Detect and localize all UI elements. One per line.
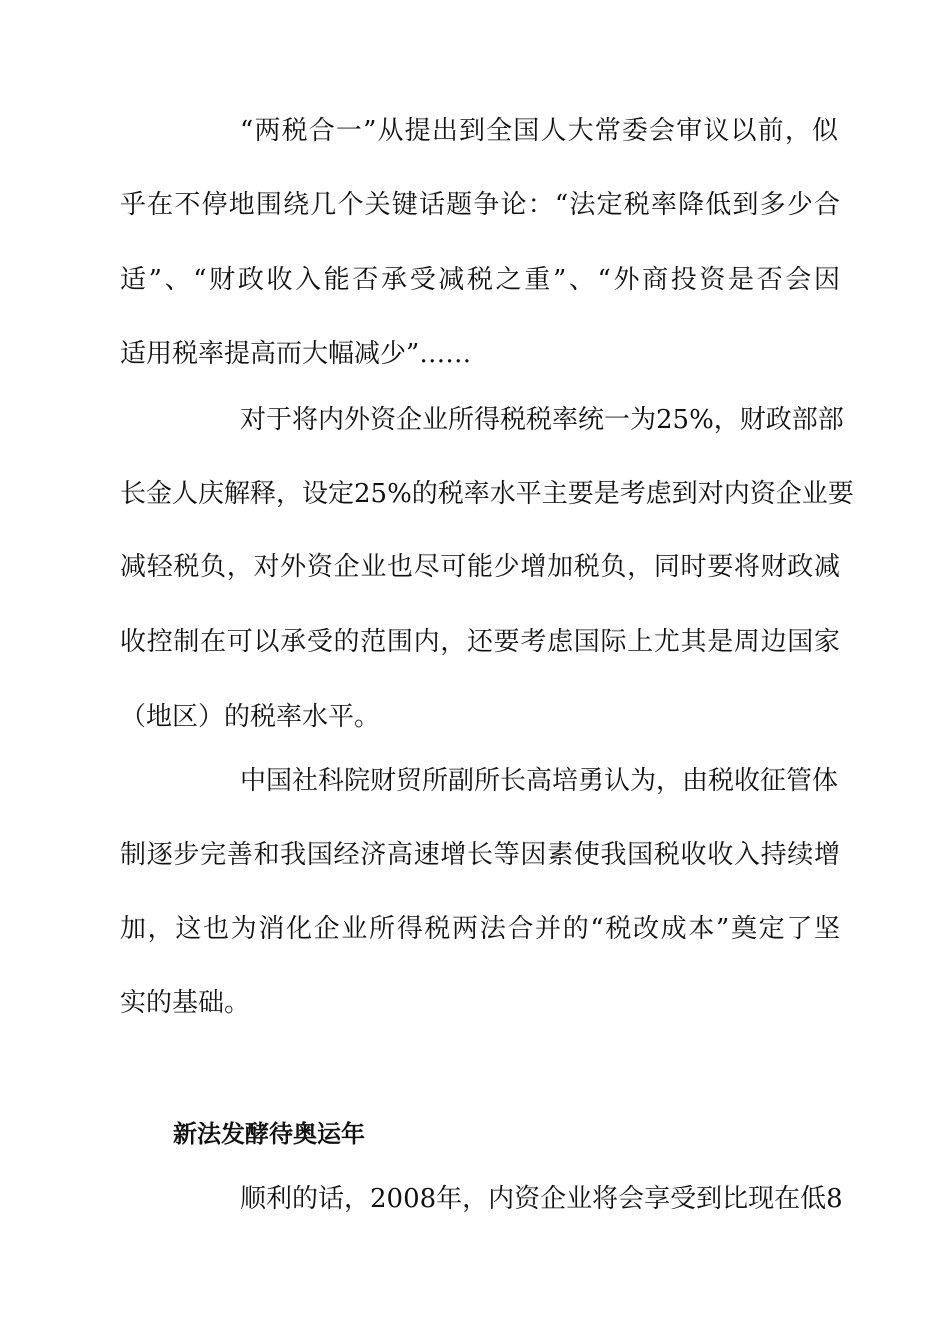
paragraph-3-line-2: 制逐步完善和我国经济高速增长等因素使我国税收收入持续增 <box>120 840 840 870</box>
paragraph-2-line-5: （地区）的税率水平。 <box>120 702 381 732</box>
paragraph-1-line-4: 适用税率提高而大幅减少”…… <box>120 339 472 369</box>
paragraph-3-line-1: 中国社科院财贸所副所长高培勇认为，由税收征管体 <box>240 766 839 796</box>
paragraph-1-line-2: 乎在不停地围绕几个关键话题争论：“法定税率降低到多少合 <box>120 190 840 220</box>
paragraph-2-line-2: 长金人庆解释，设定25%的税率水平主要是考虑到对内资企业要 <box>120 479 854 509</box>
paragraph-3-line-3: 加，这也为消化企业所得税两法合并的“税改成本”奠定了坚 <box>120 914 840 944</box>
section-heading: 新法发酵待奥运年 <box>173 1120 365 1148</box>
paragraph-1-line-3: 适”、“财政收入能否承受减税之重”、“外商投资是否会因 <box>120 265 840 295</box>
paragraph-2-line-1: 对于将内外资企业所得税税率统一为25%，财政部部 <box>240 405 844 435</box>
paragraph-3-line-4: 实的基础。 <box>120 988 251 1018</box>
paragraph-2-line-3: 减轻税负，对外资企业也尽可能少增加税负，同时要将财政减 <box>120 552 840 582</box>
paragraph-2-line-4: 收控制在可以承受的范围内，还要考虑国际上尤其是周边国家 <box>120 627 840 657</box>
paragraph-4-line-1: 顺利的话，2008年，内资企业将会享受到比现在低8 <box>240 1184 843 1214</box>
paragraph-1-line-1: “两税合一”从提出到全国人大常委会审议以前，似 <box>240 116 838 146</box>
